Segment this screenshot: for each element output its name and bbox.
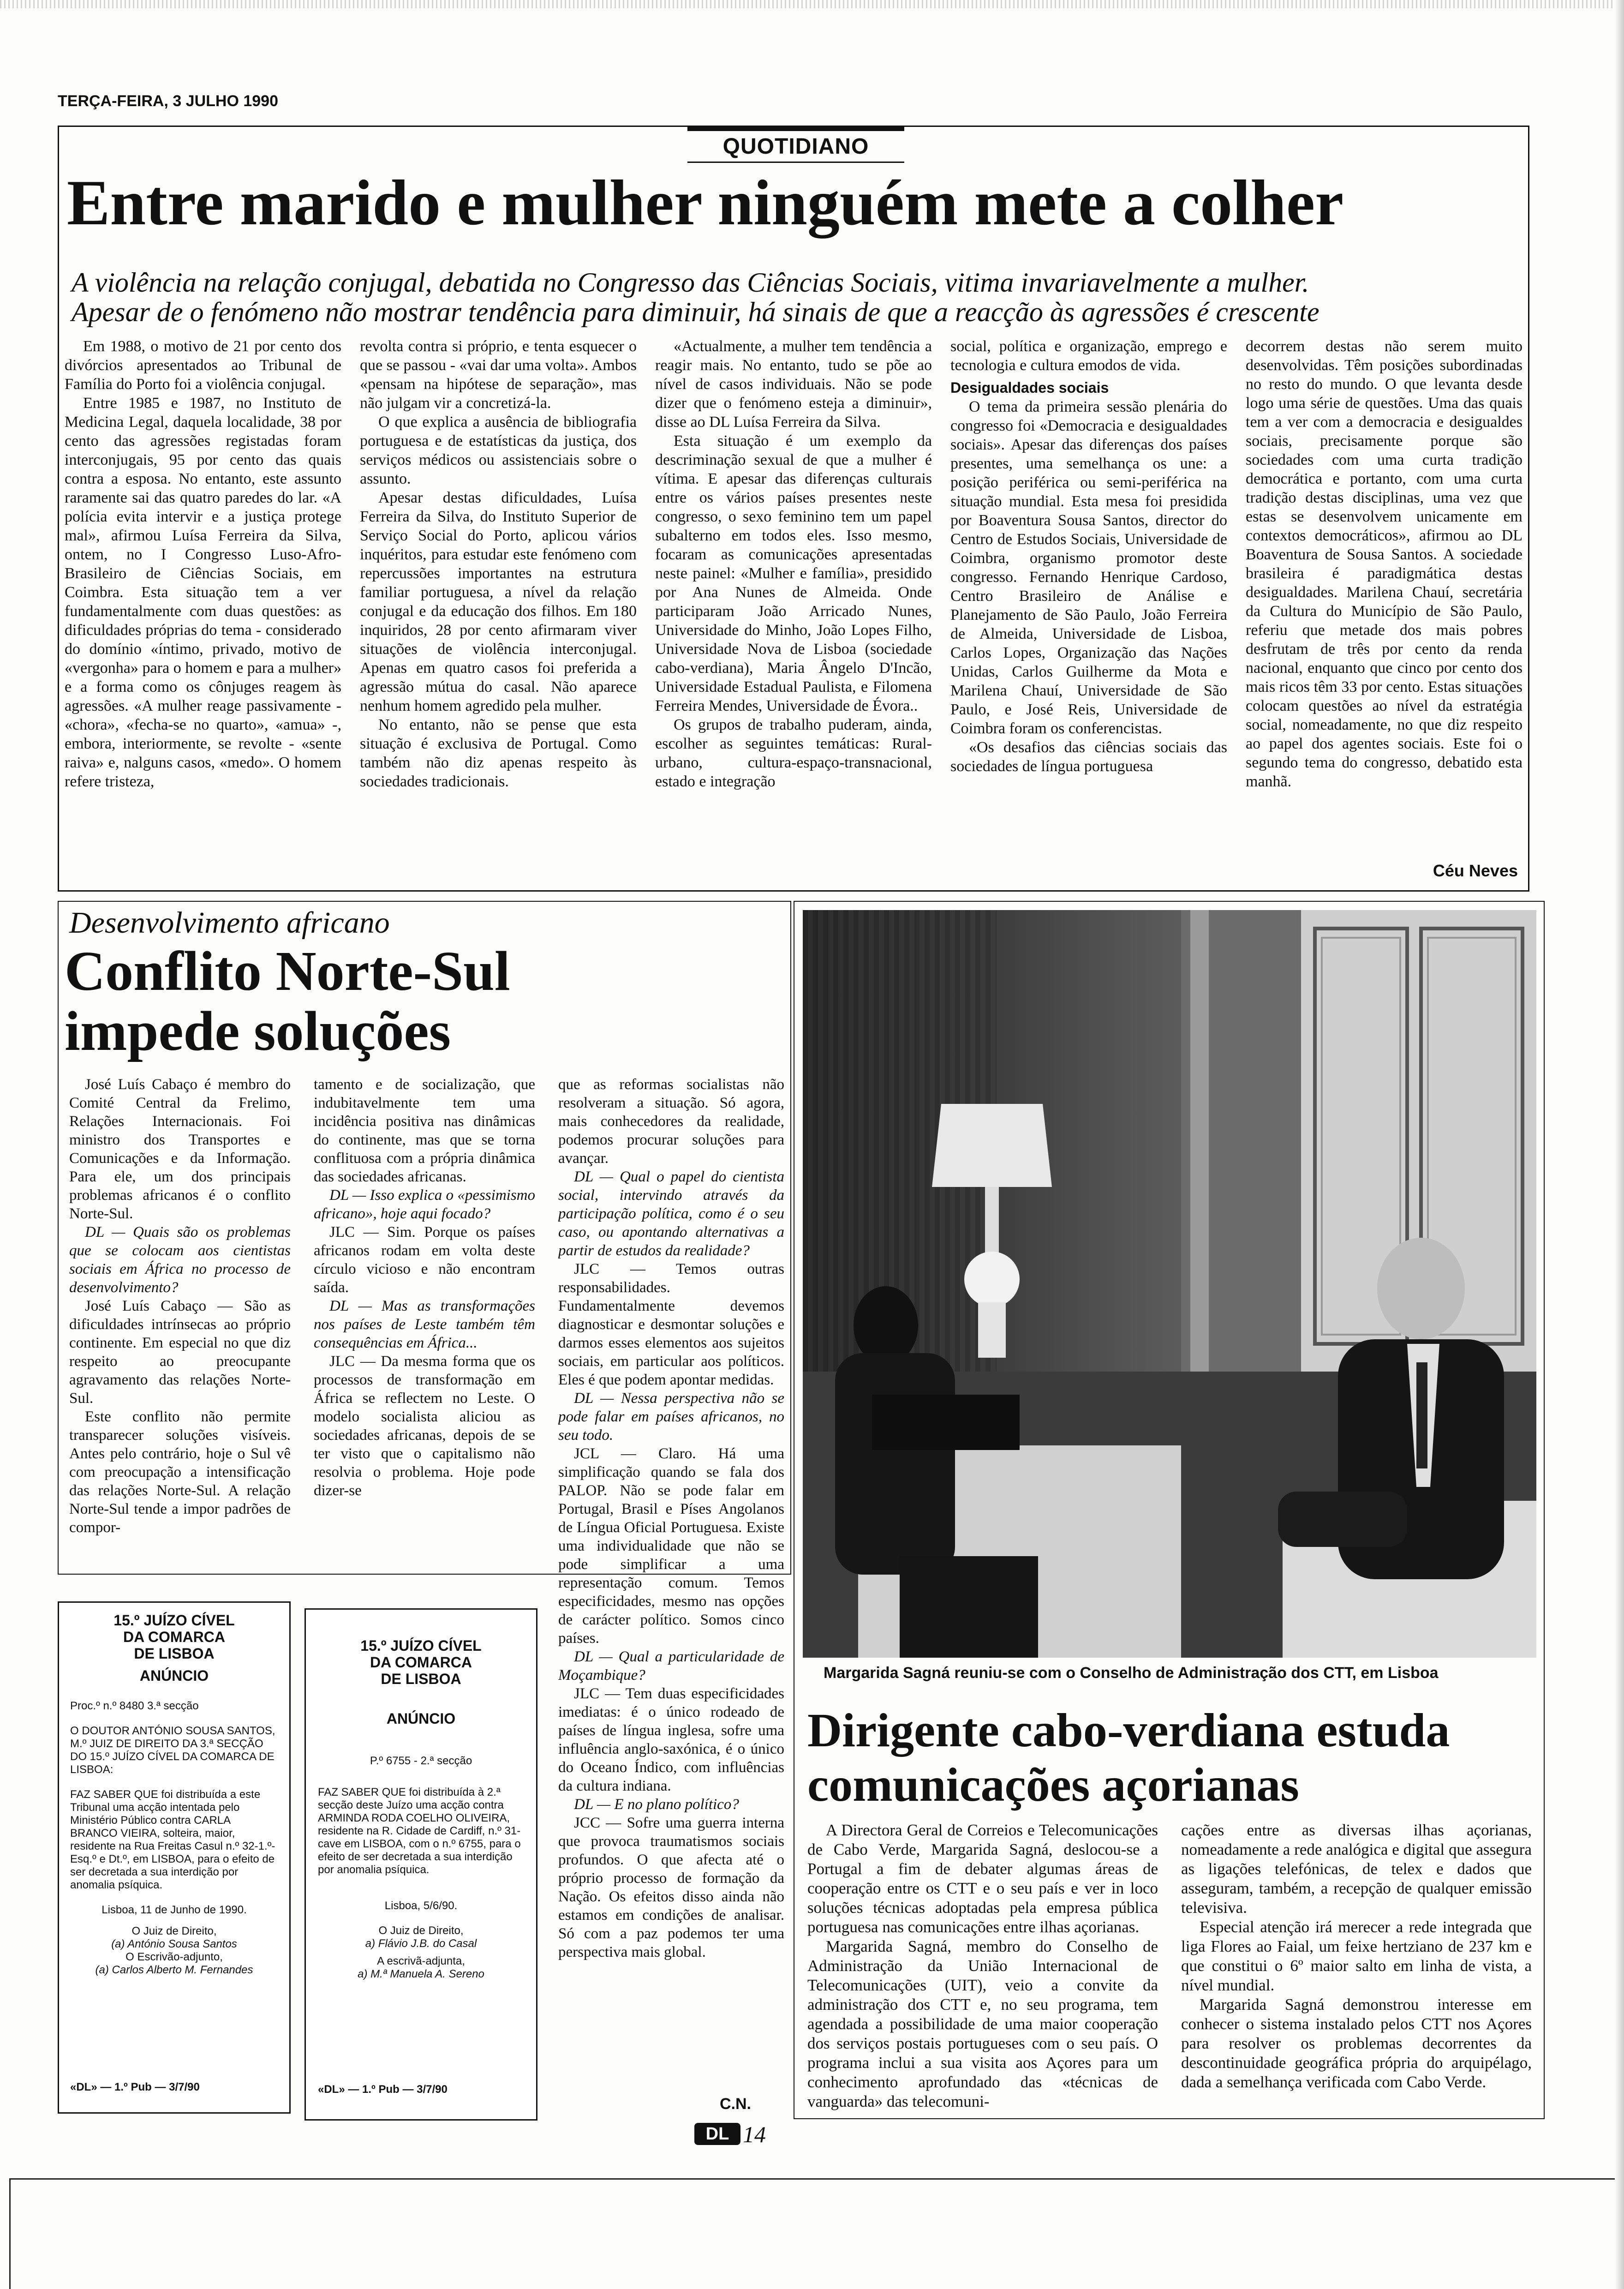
question: DL — Qual a particularidade de Moçambique? <box>558 1648 784 1684</box>
bottom-rule <box>9 2178 1615 2180</box>
paragraph: tamento e de socialização, que indubitavelmente tem uma incidência positiva nas dinâmicas do continente, mas que se torna conflituosa com a própria dinâmica das sociedades africanas. <box>314 1076 535 1185</box>
answer: JLC — Temos outras responsabilidades. Fundamentalmente devemos diagnosticar e desmontar soluções e darmos esses elementos aos sujeitos sociais, em particular aos políticos. Eles é que podem apontar medidas. <box>558 1261 784 1388</box>
top-byline: Céu Neves <box>1433 861 1518 880</box>
section-label-underline <box>687 162 904 163</box>
paragraph: Especial atenção irá merecer a rede integrada que liga Flores ao Faial, um feixe hertziano de 237 km e que constitui o 6º maior salto em linha de vista, a nível mundial. <box>1181 1918 1532 1994</box>
question: DL — Quais são os problemas que se colocam aos cientistas sociais em África no processo de desenvolvimento? <box>69 1224 291 1296</box>
judge-line: O DOUTOR ANTÓNIO SOUSA SANTOS, M.º JUIZ DE DIREITO DA 3.ª SECÇÃO DO 15.º JUÍZO CÍVEL DA COMARCA DE LISBOA: <box>70 1725 275 1776</box>
paragraph: No entanto, não se pense que esta situação é exclusiva de Portugal. Como também não diz apenas respeito às sociedades tradicionais. <box>360 716 637 790</box>
interview-column-1 <box>69 1075 291 1569</box>
paragraph: revolta contra si próprio, e tenta esquecer o que se passou - «vai dar uma volta». Ambos «pensam na hipótese de separação», mas não julgam vir a concretizá-la. <box>360 338 637 412</box>
signature-title: O Juiz de Direito, <box>131 1925 217 1937</box>
paragraph: Este conflito não permite transparecer soluções visíveis. Antes pelo contrário, hoje o Sul vê com preocupação a intensificação das relações Norte-Sul. A relação Norte-Sul tende a impor padrões de compor- <box>69 1408 291 1536</box>
ctt-column-2 <box>1181 1821 1532 2111</box>
question: DL — Mas as transformações nos países de Leste também têm consequências em África... <box>314 1298 535 1351</box>
answer: José Luís Cabaço — São as dificuldades intrínsecas ao próprio continente. Em especial no que diz respeito ao preocupante agravamento das relações Norte-Sul. <box>69 1298 291 1407</box>
paragraph: «Actualmente, a mulher tem tendência a reagir mais. No entanto, tudo se põe ao nível de casos individuais. Não se pode dizer que o fenómeno esteja a diminuir», disse ao DL Luísa Ferreira da Silva. <box>655 338 932 431</box>
publication-ref: «DL» — 1.º Pub — 3/7/90 <box>70 2081 200 2093</box>
answer: JLC — Sim. Porque os países africanos rodam em volta deste círculo vicioso e não encontram saída. <box>314 1224 535 1296</box>
scan-top-edge <box>0 0 1624 8</box>
news-photo <box>803 910 1536 1658</box>
interview-kicker: Desenvolvimento africano <box>69 906 390 940</box>
paragraph: Margarida Sagná, membro do Conselho de Administração da União Internacional de Telecomunicações (UIT), veio a convite da administração dos CTT e, no seu programa, tem agendada a possibilidade de uma maior cooperação dos serviços postais portugueses com o seu país. O programa inclui a sua visita aos Açores para um conhecimento aprofundado das «técnicas de vanguarda» das telecomuni- <box>807 1937 1158 2110</box>
paragraph: «Os desafios das ciências sociais das sociedades de língua portuguesa <box>950 739 1227 775</box>
court-name-line: 15.º JUÍZO CÍVEL <box>360 1637 482 1654</box>
legal-notice-1 <box>58 1601 291 2114</box>
court-name-line: DE LISBOA <box>381 1671 461 1687</box>
page-number: 14 <box>743 2121 766 2147</box>
interview-column-2 <box>314 1075 535 1569</box>
paragraph: Os grupos de trabalho puderam, ainda, escolher as seguintes temáticas: Rural-urbano, cultura-espaço-transnacional, estado e integração <box>655 716 932 790</box>
question: DL — Qual o papel do cientista social, intervindo através da participação política, como é o seu caso, ou apontando alternativas a partir de estudos da realidade? <box>558 1168 784 1259</box>
interview-headline-line-1: Conflito Norte-Sul <box>65 940 510 1002</box>
top-deck-line-1: A violência na relação conjugal, debatida no Congresso das Ciências Sociais, vitima invariavelmente a mulher. <box>72 267 1309 298</box>
answer: JLC — Da mesma forma que os processos de transformação em África se reflectem no Leste. O modelo socialista aliciou as sociedades africanas, depois de se ter visto que o capitalismo não resolvia o problema. Hoje pode dizer-se <box>314 1353 535 1499</box>
newspaper-logo <box>694 2123 740 2145</box>
paragraph: social, política e organização, emprego e tecnologia e cultura emodos de vida. <box>950 338 1227 374</box>
page-date: TERÇA-FEIRA, 3 JULHO 1990 <box>58 92 278 110</box>
notice-body: FAZ SABER QUE foi distribuída à 2.ª secção deste Juízo uma acção contra ARMINDA RODA COELHO OLIVEIRA, residente na R. Cidade de Cardiff, n.º 31-cave em LISBOA, com o n.º 6755, para o efeito de ser decretada a sua interdição por anomalia psíquica. <box>318 1786 521 1876</box>
signature-title: O Juiz de Direito, <box>378 1924 464 1937</box>
top-column-4 <box>950 337 1227 881</box>
process-number: Proc.º n.º 8480 3.ª secção <box>70 1700 199 1712</box>
interview-headline-line-2: impede soluções <box>65 1000 451 1062</box>
paragraph: Entre 1985 e 1987, no Instituto de Medicina Legal, daquela localidade, 38 por cento das agressões registadas foram interconjugais, 95 por cento das quais contra a esposa. No entanto, este assunto raramente sai das quatro paredes do lar. «A polícia evita intervir e a justiça protege mal», afirmou Luísa Ferreira da Silva, ontem, no I Congresso Luso-Afro-Brasileiro de Ciências Sociais, em Coimbra. Esta situação tem a ver fundamentalmente com duas questões: as dificuldades próprias do tema - considerado do domínio «íntimo, privado, motivo de «vergonha» para o homem e para a mulher» e a forma como os cônjuges reagem às agressões. «A mulher reage passivamente - «chora», «fecha-se no quarto», «amua» -, embora, interiormente, se revolte - «sente raiva» e, nalguns casos, «medo». O homem refere tristeza, <box>65 395 341 790</box>
court-name-line: DA COMARCA <box>370 1654 472 1671</box>
question: DL — Isso explica o «pessimismo africano», hoje aqui focado? <box>314 1187 535 1222</box>
signature-title: A escrivã-adjunta, <box>377 1955 465 1967</box>
paragraph: O que explica a ausência de bibliografia portuguesa e de estatísticas da justiça, dos serviços médicos ou assistenciais sobre o assunto. <box>360 413 637 487</box>
notice-date: Lisboa, 5/6/90. <box>384 1900 458 1912</box>
interview-byline: C.N. <box>720 2095 751 2113</box>
top-deck-line-2: Apesar de o fenómeno não mostrar tendência para diminuir, há sinais de que a reacção às agressões é crescente <box>72 297 1320 327</box>
notice-type: ANÚNCIO <box>386 1710 456 1727</box>
signature-name: (a) Carlos Alberto M. Fernandes <box>95 1964 253 1976</box>
paragraph: Margarida Sagná demonstrou interesse em conhecer o sistema instalado pelos CTT nos Açores para resolver os problemas decorrentes da descontinuidade geográfica própria do arquipélago, dada a semelhança verificada com Cabo Verde. <box>1181 1995 1532 2091</box>
top-column-1 <box>65 337 341 881</box>
paragraph: decorrem destas não serem muito desenvolvidas. Têm posições subordinadas no resto do mundo. O que levanta desde logo uma série de questões. Uma das quais tem a ver com a democracia e desigualdes sociais, precisamente porque são sociedades com uma curta tradição democrática e portanto, com uma curta tradição destas disciplinas, uma vez que estas se desenvolvem unicamente em contextos democráticos», afirmou ao DL Boaventura de Sousa Santos. A sociedade brasileira é paradigmática destas desigualdades. Marilena Chauí, secretária da Cultura do Município de São Paulo, referiu que metade dos mais pobres desfrutam de três por cento da renda nacional, enquanto que cinco por cento dos mais ricos têm 33 por cento. Estas situações colocam questões ao nível da estratégia social, nomeadamente, no que diz respeito ao papel dos agentes sociais. Este foi o segundo tema do congresso, debatido esta manhã. <box>1246 338 1522 790</box>
court-name-line: 15.º JUÍZO CÍVEL <box>113 1612 235 1629</box>
signature-title: O Escrivão-adjunto, <box>125 1951 223 1963</box>
signature-name: (a) António Sousa Santos <box>111 1938 237 1950</box>
court-name-line: DE LISBOA <box>134 1645 215 1662</box>
notice-body: FAZ SABER QUE foi distribuída a este Tribunal uma acção intentada pelo Ministério Público contra CARLA BRANCO VIEIRA, solteira, maior, residente na Rua Freitas Casul n.º 32-1.º-Esq.º e Dt.º, em LISBOA, para o efeito de ser decretada a sua interdição por anomalia psíquica. <box>70 1788 275 1891</box>
answer: JCC — Sofre uma guerra interna que provoca traumatismos sociais profundos. O que afecta até o próprio processo de formação da Nação. Os efeitos disso ainda não estamos em condições de analisar. Só com a paz podemos ter uma perspectiva mais global. <box>558 1815 784 1960</box>
question: DL — Nessa perspectiva não se pode falar em países africanos, no seu todo. <box>558 1390 784 1444</box>
photo-caption: Margarida Sagná reuniu-se com o Conselho de Administração dos CTT, em Lisboa <box>824 1664 1439 1682</box>
question: DL — E no plano político? <box>574 1796 739 1813</box>
court-name-line: DA COMARCA <box>123 1629 225 1645</box>
notice-date: Lisboa, 11 de Junho de 1990. <box>102 1904 247 1916</box>
subheading: Desigualdades sociais <box>950 379 1109 396</box>
notice-type: ANÚNCIO <box>139 1667 209 1684</box>
paragraph: José Luís Cabaço é membro do Comité Central da Frelimo, Relações Internacionais. Foi ministro dos Transportes e Comunicações e da Informação. Para ele, um dos principais problemas africanos é o conflito Norte-Sul. <box>69 1076 291 1222</box>
answer: JCL — Claro. Há uma simplificação quando se fala dos PALOP. Não se pode falar em Portugal, Brasil e Píses Angolanos de Língua Oficial Portuguesa. Existe uma individualidade que não se pode simplificar a uma representação comum. Temos especificidades, mesmo nas opções de carácter político. Somos cinco países. <box>558 1445 784 1647</box>
scan-right-edge <box>1615 0 1624 2289</box>
ctt-headline-line-2: comunicações açorianas <box>807 1758 1299 1811</box>
photo-illustration <box>803 910 1536 1658</box>
ctt-column-1 <box>807 1821 1158 2111</box>
paragraph: A Directora Geral de Correios e Telecomunicações de Cabo Verde, Margarida Sagná, deslocou-se a Portugal a fim de debater algumas áreas de cooperação entre os CTT e o seu país e ver in loco soluções técnicas adoptadas pela empresa pública portuguesa nas comunicações entre ilhas açorianas. <box>807 1821 1158 1936</box>
publication-ref: «DL» — 1.º Pub — 3/7/90 <box>318 2083 448 2096</box>
ctt-headline-line-1: Dirigente cabo-verdiana estuda <box>807 1704 1450 1757</box>
paragraph: Em 1988, o motivo de 21 por cento dos divórcios apresentados ao Tribunal de Família do Porto foi a violência conjugal. <box>65 338 341 393</box>
logo-text: DL <box>705 2124 729 2144</box>
interview-column-3 <box>558 1075 784 2109</box>
answer: JLC — Tem duas especificidades imediatas: é o único rodeado de países de língua inglesa, sofre uma influência anglo-saxónica, é o único do Oceano Índico, com influências da cultura indiana. <box>558 1685 784 1794</box>
paragraph: cações entre as diversas ilhas açorianas, nomeadamente a rede analógica e digital que assegura as ligações telefónicas, de telex e dados que asseguram, também, a recepção de qualquer emissão televisiva. <box>1181 1821 1532 1917</box>
top-column-3 <box>655 337 932 881</box>
section-label-bar <box>687 126 904 131</box>
signature-name: a) Flávio J.B. do Casal <box>365 1937 477 1950</box>
signature-name: a) M.ª Manuela A. Sereno <box>358 1968 484 1980</box>
top-headline: Entre marido e mulher ninguém mete a colher <box>67 167 1344 239</box>
paragraph: que as reformas socialistas não resolveram a situação. Só agora, mais conhecedores da realidade, podemos procurar soluções para avançar. <box>558 1076 784 1167</box>
paragraph: Esta situação é um exemplo da descriminação sexual de que a mulher é vítima. E apesar das diferenças culturais entre os vários países presentes neste congresso, o sexo feminino tem um papel subalterno em todos eles. Isso mesmo, focaram as comunicações apresentadas neste painel: «Mulher e família», presidido por Ana Nunes de Almeida. Onde participaram João Arricado Nunes, Universidade do Minho, João Lopes Filho, Universidade Nova de Lisboa (sociedade cabo-verdiana), Maria Ângelo D'Incão, Universidade Estadual Paulista, e Filomena Ferreira Mendes, Universidade de Évora.. <box>655 432 932 714</box>
paragraph: O tema da primeira sessão plenária do congresso foi «Democracia e desigualdades sociais». Apesar das diferenças dos países presentes, uma semelhança os une: a posição periférica ou semi-periférica na situação mundial. Esta mesa foi presidida por Boaventura Sousa Santos, director do Centro de Estudos Sociais, Universidade de Coimbra, organismo promotor deste congresso. Fernando Henrique Cardoso, Centro Brasileiro de Análise e Planejamento de São Paulo, João Ferreira de Almeida, Universidade de Lisboa, Carlos Lopes, Organização das Nações Unidas, Carlos Guilherme da Mota e Marilena Chauí, Universidade de São Paulo, e José Reis, Universidade de Coimbra foram os conferencistas. <box>950 398 1227 737</box>
top-column-2 <box>360 337 637 881</box>
section-label: QUOTIDIANO <box>722 134 869 159</box>
paragraph: Apesar destas dificuldades, Luísa Ferreira da Silva, do Instituto Superior de Serviço Social do Porto, aplicou vários inquéritos, para estudar este fenómeno com repercussões importantes na estrutura familiar portuguesa, a nível da relação conjugal e da educação dos filhos. Em 180 inquiridos, 28 por cento afirmaram viver situações de violência interconjugal. Apenas em quatro casos foi preferida a agressão mútua do casal. Não aparece nenhum homem agredido pela mulher. <box>360 489 637 714</box>
top-column-5 <box>1246 337 1522 863</box>
legal-notice-2 <box>304 1608 537 2121</box>
process-number: P.º 6755 - 2.ª secção <box>370 1755 472 1767</box>
left-edge-rule <box>9 2178 11 2289</box>
